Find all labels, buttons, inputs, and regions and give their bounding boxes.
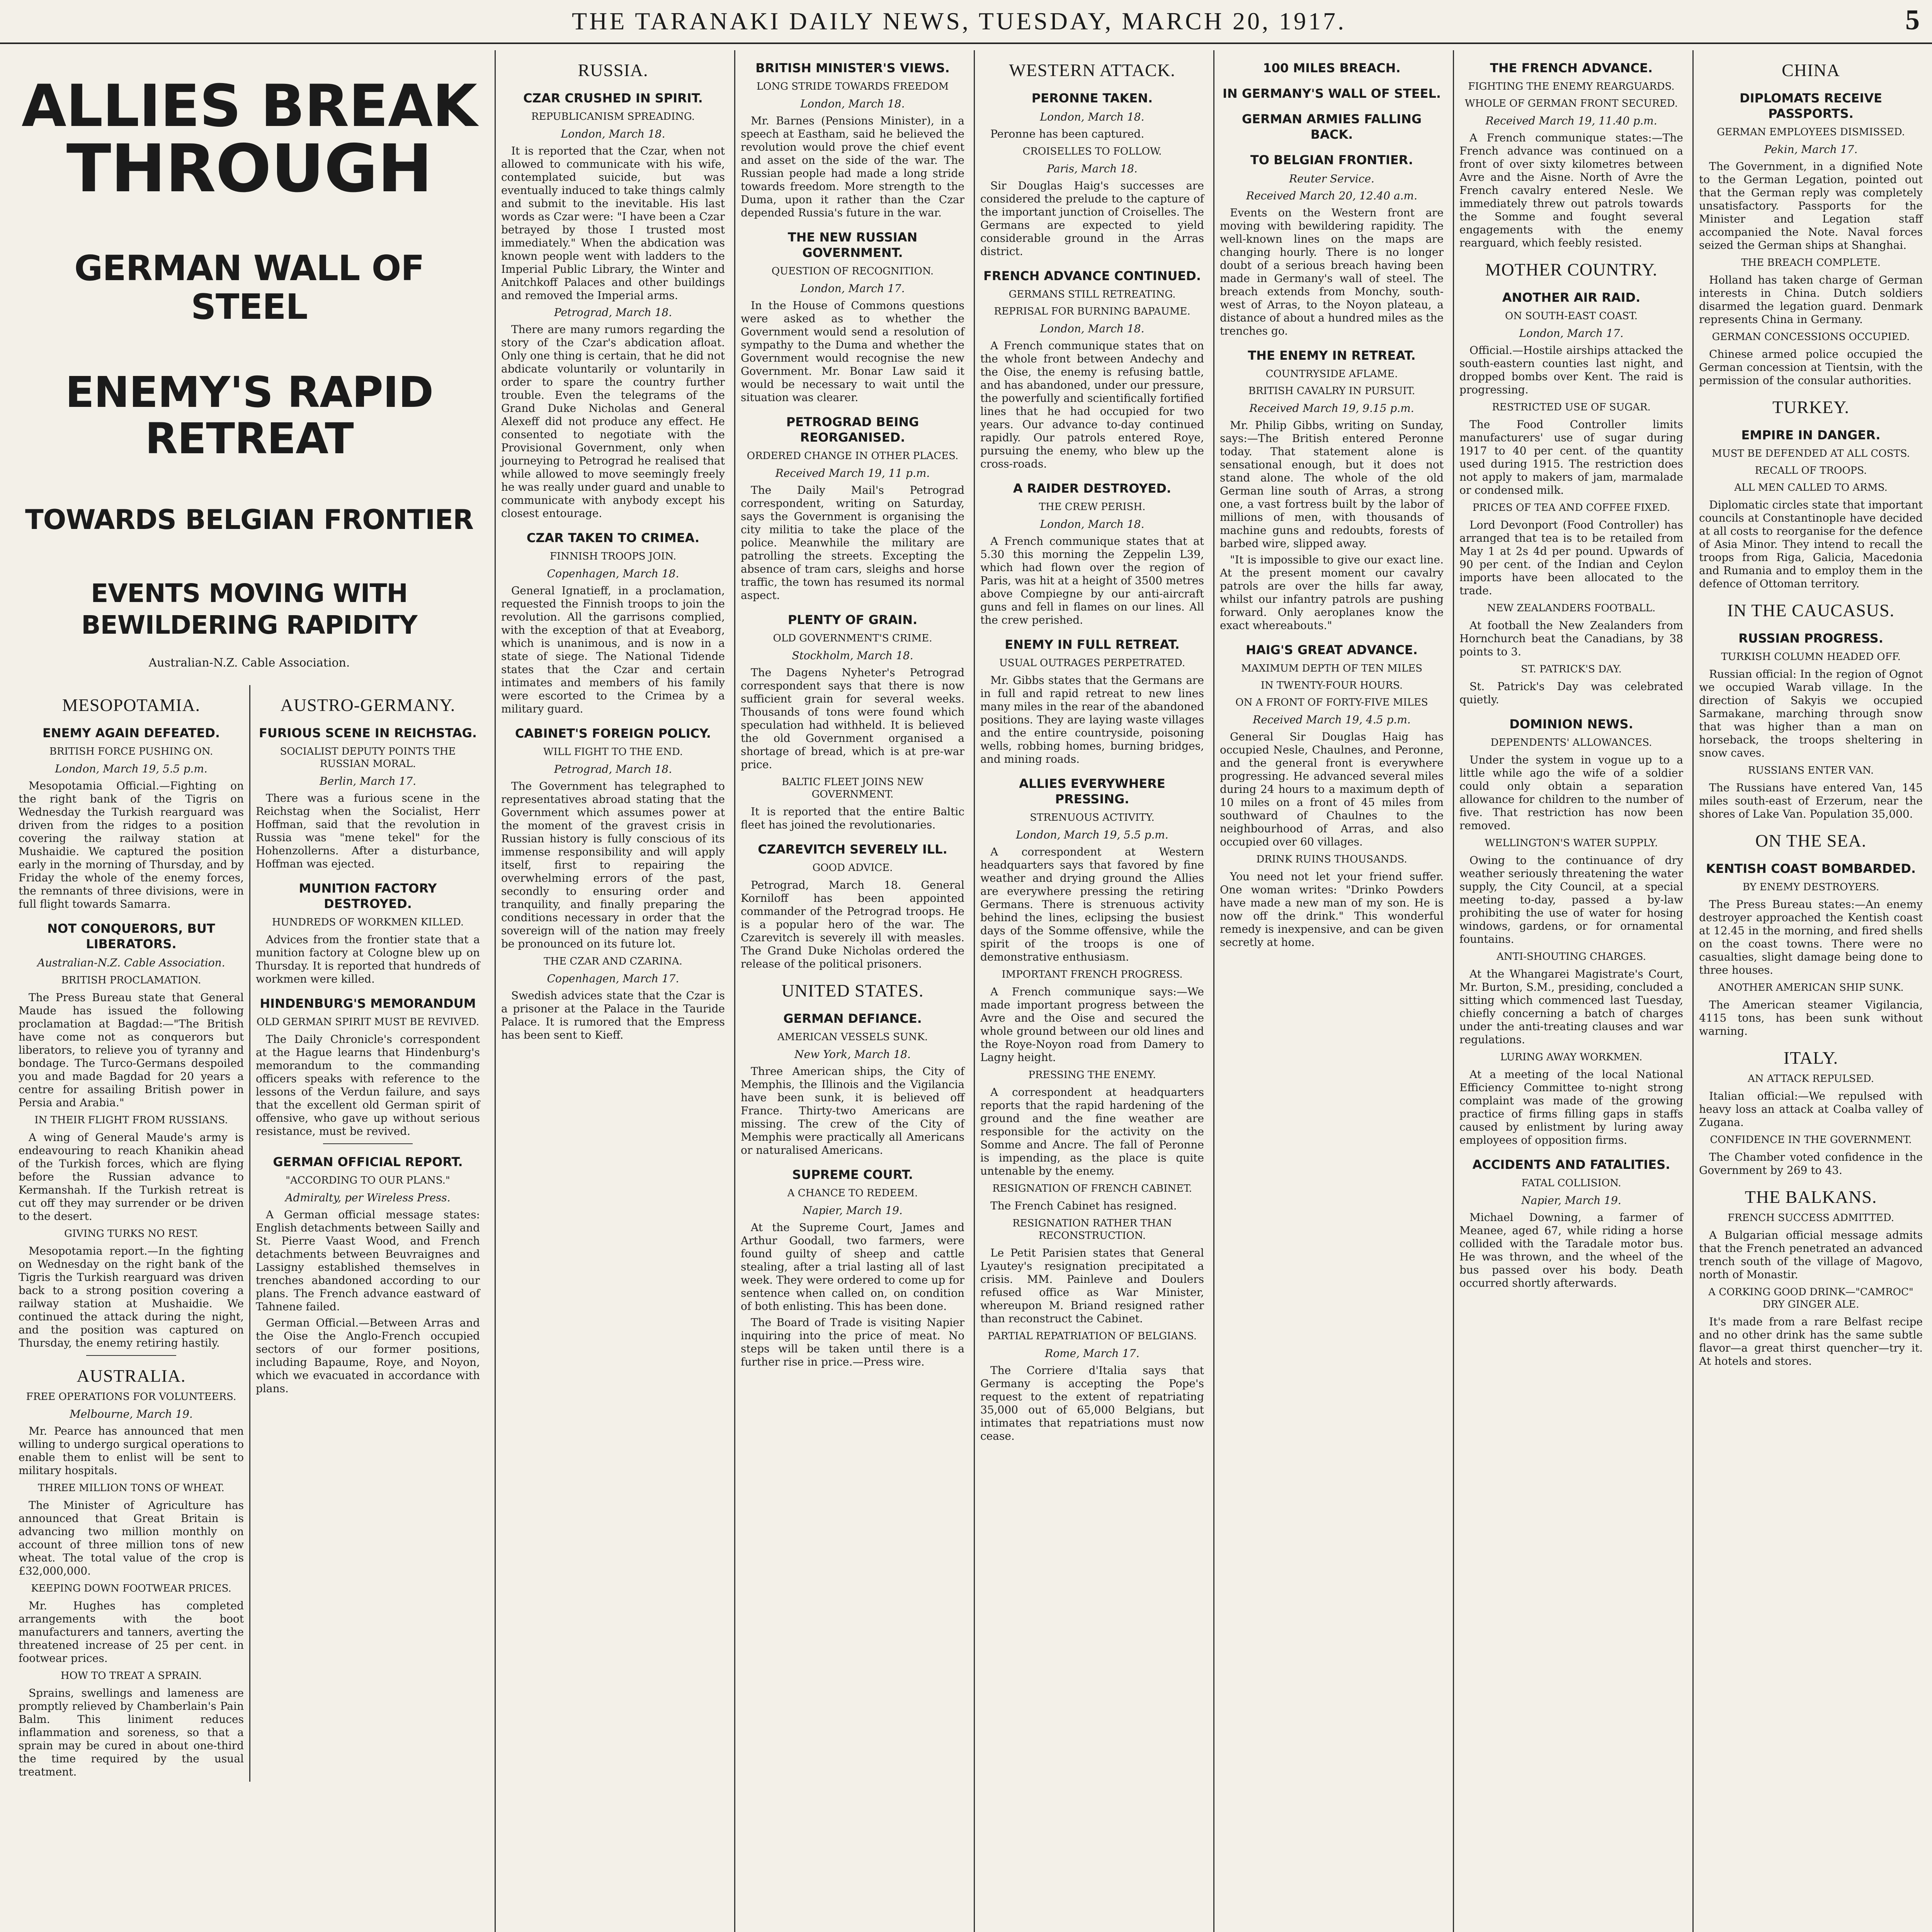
dateline: Paris, March 18. bbox=[1047, 162, 1138, 175]
article-subhead: RUSSIAN PROGRESS. bbox=[1738, 631, 1883, 646]
dateline: London, March 18. bbox=[1040, 322, 1145, 335]
page-number: 5 bbox=[1905, 4, 1920, 36]
article-subhead: OLD GOVERNMENT'S CRIME. bbox=[773, 633, 932, 644]
dateline: New York, March 18. bbox=[794, 1048, 911, 1061]
western-attack-heading: WESTERN ATTACK. bbox=[1009, 60, 1175, 80]
article-subhead: MUNITION FACTORY DESTROYED. bbox=[299, 881, 437, 911]
article-text: The Chamber voted confidence in the Government by 269 to 43. bbox=[1699, 1151, 1923, 1177]
article-subhead: ST. PATRICK'S DAY. bbox=[1521, 663, 1622, 675]
dateline: Admiralty, per Wireless Press. bbox=[285, 1191, 451, 1204]
article-text: It is reported that the Czar, when not allowed to communicate with his wife, contemplated suicide, but was eventually induced to take things calmly and submit to the inevitable. His last words as Czar were: "I have been a Czar betrayed by those I trusted most immediately." When the abdication was known people went with ladders to the Imperial Public Library, the Winter and Anitchkoff Palaces and other buildings and removed the Imperial arms. bbox=[501, 145, 725, 302]
article-heading: THE FRENCH ADVANCE. bbox=[1490, 61, 1653, 75]
article-subhead: THE BREACH COMPLETE. bbox=[1741, 257, 1881, 269]
article-subhead: USUAL OUTRAGES PERPETRATED. bbox=[999, 657, 1185, 669]
article-subhead: FATAL COLLISION. bbox=[1521, 1177, 1621, 1189]
article-text: At the Supreme Court, James and Arthur Goodall, two farmers, were found guilty of sheep and cattle stealing, after a trial lasting all of last week. They were ordered to come up for sentence when called on, on condition of both enlisting. This has been done. bbox=[741, 1221, 964, 1313]
article-text: The Minister of Agriculture has announced that Great Britain is advancing two million monthly on account of three million tons of new wheat. The total value of the crop is £32,000,000. bbox=[19, 1499, 244, 1577]
article-text: A French communique states that at 5.30 this morning the Zeppelin L39, which had flown over the region of Paris, was hit at a height of 3500 metres above Compiegne by our anti-aircraft guns and fell in flames on our lines. All the crew perished. bbox=[980, 535, 1204, 626]
credit-line: Australian-N.Z. Cable Association. bbox=[37, 956, 225, 969]
article-subhead: IMPORTANT FRENCH PROGRESS. bbox=[1002, 969, 1183, 980]
australia-heading: AUSTRALIA. bbox=[77, 1366, 186, 1386]
article-text: Owing to the continuance of dry weather seriously threatening the water supply, the City Council, at a special meeting to-day, passed a by-law prohibiting the use of water for hosing windows, gardens, or for ornamental fountains. bbox=[1459, 854, 1683, 946]
article-text: The Daily Mail's Petrograd correspondent, writing on Saturday, says the Government is organising the city militia to take the place of the police. Meanwhile the military are patrolling the streets. Excepting the absence of tram cars, sleighs and horse traffic, the town has resumed its normal aspect. bbox=[741, 484, 964, 602]
article-subhead: GERMAN DEFIANCE. bbox=[783, 1011, 922, 1026]
article-subhead: RESIGNATION RATHER THAN RECONSTRUCTION. bbox=[1012, 1218, 1172, 1242]
mesopotamia-section bbox=[13, 685, 249, 1782]
article-subhead: BALTIC FLEET JOINS NEW GOVERNMENT. bbox=[782, 776, 923, 800]
dateline: Napier, March 19. bbox=[1521, 1194, 1621, 1207]
article-text: Sir Douglas Haig's successes are considered the prelude to the capture of the important junction of Croiselles. The Germans are expected to yield considerable ground in the Arras district. bbox=[980, 179, 1204, 258]
article-text: Mr. Philip Gibbs, writing on Sunday, says:—The British entered Peronne today. That statement alone is sensational enough, but it does not stand alone. The whole of the old German line south of Arras, a strong one, a vast fortress built by the labor of millions of men, with thousands of machine guns and redoubts, forests of barbed wire, slipped away. bbox=[1220, 419, 1444, 550]
article-subhead: BRITISH PROCLAMATION. bbox=[61, 975, 201, 986]
article-subhead: THE ENEMY IN RETREAT. bbox=[1248, 348, 1416, 363]
article-heading: 100 MILES BREACH. bbox=[1263, 61, 1401, 75]
banner-line-3: GERMAN WALL OF STEEL bbox=[74, 248, 424, 327]
dateline: London, March 18. bbox=[800, 97, 905, 110]
article-text: Sprains, swellings and lameness are promptly relieved by Chamberlain's Pain Balm. This liniment reduces inflammation and soreness, so that a sprain may be cured in about one-third the time required by the usual treatment. bbox=[19, 1687, 244, 1778]
austro-germany-heading: AUSTRO-GERMANY. bbox=[280, 695, 456, 715]
article-text: A German official message states: English detachments between Sailly and St. Pierre Vaast Wood, and French detachments between Beuvraignes and Lassigny established themselves in trenches abandoned according to our plans. The French advance eastward of Tahnene failed. bbox=[256, 1208, 480, 1313]
article-text: The Russians have entered Van, 145 miles south-east of Erzerum, near the shores of Lake Van. Population 35,000. bbox=[1699, 781, 1923, 820]
banner-credit: Australian-N.Z. Cable Association. bbox=[148, 656, 350, 670]
article-subhead: EMPIRE IN DANGER. bbox=[1741, 428, 1881, 442]
article-subhead: LONG STRIDE TOWARDS FREEDOM bbox=[756, 81, 949, 92]
article-subhead: ON SOUTH-EAST COAST. bbox=[1505, 310, 1638, 322]
article-subhead: CZAR TAKEN TO CRIMEA. bbox=[526, 531, 700, 545]
dateline: Received March 19, 11.40 p.m. bbox=[1485, 114, 1657, 127]
banner-line-2: THROUGH bbox=[66, 131, 432, 207]
article-subhead: BRITISH FORCE PUSHING ON. bbox=[49, 746, 213, 757]
dateline: Berlin, March 17. bbox=[319, 775, 417, 787]
divider bbox=[86, 1355, 176, 1356]
article-text: There was a furious scene in the Reichstag when the Socialist, Herr Hoffman, said that the revolution in Russia was "mene tekel" for the Hohenzollerns. After a disturbance, Hoffman was ejected. bbox=[256, 792, 480, 870]
credit-line: Reuter Service. bbox=[1289, 172, 1374, 185]
article-subhead: WELLINGTON'S WATER SUPPLY. bbox=[1485, 837, 1658, 849]
article-subhead: HAIG'S GREAT ADVANCE. bbox=[1246, 643, 1418, 657]
german-report-heading: GERMAN OFFICIAL REPORT. bbox=[273, 1155, 463, 1169]
article-subhead: DIPLOMATS RECEIVE PASSPORTS. bbox=[1740, 91, 1882, 121]
french-advance-column bbox=[1453, 50, 1689, 1932]
article-heading: BRITISH MINISTER'S VIEWS. bbox=[755, 61, 950, 75]
article-text: Mr. Barnes (Pensions Minister), in a speech at Eastham, said he believed the revolution would prove the chief event and asset on the side of the war. The Russian people had made a long stride towards freedom. More strength to the Duma, upon it rather than the Czar depended Russia's future in the war. bbox=[741, 114, 964, 219]
article-subhead: MAXIMUM DEPTH OF TEN MILES bbox=[1241, 663, 1423, 674]
dateline: Received March 20, 12.40 a.m. bbox=[1246, 189, 1417, 202]
article-subhead: STRENUOUS ACTIVITY. bbox=[1030, 812, 1155, 823]
article-text: Chinese armed police occupied the German concession at Tientsin, with the permission of the consular authorities. bbox=[1699, 348, 1923, 387]
article-subhead: FRENCH SUCCESS ADMITTED. bbox=[1728, 1212, 1894, 1224]
article-text: The Dagens Nyheter's Petrograd correspondent says that there is now sufficient grain for several weeks. Thousands of tons were found which speculation had withheld. It is believed the old Government organised a shortage of bread, which is at pre-war price. bbox=[741, 666, 964, 771]
article-text: In the House of Commons questions were asked as to whether the Government would send a resolution of sympathy to the Duma and whether the Government would recognise the new Government. Mr. Bonar Law said it would be necessary to wait until the situation was clearer. bbox=[741, 299, 964, 404]
article-subhead: A RAIDER DESTROYED. bbox=[1013, 481, 1172, 496]
article-text: Diplomatic circles state that important councils at Constantinople have decided at all costs to reorganise for the defence of Asia Minor. They intend to recall the troops from Riga, Galicia, Macedonia and Rumania and to employ them in the defence of Ottoman territory. bbox=[1699, 498, 1923, 590]
article-text: At the Whangarei Magistrate's Court, Mr. Burton, S.M., presiding, concluded a sitting which commenced last Tuesday, chiefly concerning a batch of charges under the anti-treating clauses and war regulations. bbox=[1459, 968, 1683, 1046]
article-text: The Government, in a dignified Note to the German Legation, pointed out that the German reply was completely unsatisfactory. Passports for the Minister and Legation staff accompanied the Note. Naval forces seized the German ships at Shanghai. bbox=[1699, 160, 1923, 252]
dateline: Stockholm, March 18. bbox=[792, 649, 913, 662]
article-text: Swedish advices state that the Czar is a prisoner at the Palace in the Tauride Palace. It is rumored that the Empress has been sent to Kieff. bbox=[501, 989, 725, 1041]
dateline: Copenhagen, March 18. bbox=[547, 567, 679, 580]
article-text: A correspondent at Western headquarters says that favored by fine weather and drying ground the Allies are everywhere pressing the retiring Germans. There is strenuous activity behind the lines, eclipsing the busiest days of the Somme offensive, while the spirit of the troops is one of demonstrative enthusiasm. bbox=[980, 845, 1204, 963]
mother-country-heading: MOTHER COUNTRY. bbox=[1485, 260, 1658, 279]
article-subhead: RESIGNATION OF FRENCH CABINET. bbox=[992, 1183, 1192, 1194]
article-subhead: FREE OPERATIONS FOR VOLUNTEERS. bbox=[26, 1391, 236, 1403]
article-subhead: TO BELGIAN FRONTIER. bbox=[1250, 153, 1413, 167]
article-subhead: THE NEW RUSSIAN GOVERNMENT. bbox=[787, 230, 918, 260]
article-text: A French communique states:—The French advance was continued on a front of over sixty kilometres between Avre and the Aisne. North of Avre the French cavalry entered Nesle. We immediately threw out patrols towards the Somme and fought several engagements with the enemy rearguard, which feebly resisted. bbox=[1459, 131, 1683, 249]
lead-column bbox=[8, 50, 491, 1932]
article-subhead: REPUBLICANISM SPREADING. bbox=[531, 111, 695, 122]
article-subhead: ENEMY IN FULL RETREAT. bbox=[1005, 637, 1180, 652]
article-subhead: HUNDREDS OF WORKMEN KILLED. bbox=[272, 917, 464, 928]
article-subhead: THREE MILLION TONS OF WHEAT. bbox=[38, 1482, 224, 1494]
dateline: London, March 17. bbox=[1519, 327, 1624, 340]
article-subhead: NEW ZEALANDERS FOOTBALL. bbox=[1487, 602, 1656, 614]
masthead bbox=[0, 0, 1932, 44]
article-subhead: WILL FIGHT TO THE END. bbox=[543, 746, 683, 758]
article-subhead: BRITISH CAVALRY IN PURSUIT. bbox=[1248, 385, 1415, 397]
masthead-title: THE TARANAKI DAILY NEWS, TUESDAY, MARCH 20, 1917. bbox=[572, 7, 1346, 35]
mesopotamia-heading: MESOPOTAMIA. bbox=[62, 695, 201, 715]
on-the-sea-heading: ON THE SEA. bbox=[1755, 831, 1867, 850]
dateline: Copenhagen, March 17. bbox=[547, 972, 679, 985]
dateline: Napier, March 19. bbox=[803, 1204, 903, 1217]
italy-heading: ITALY. bbox=[1783, 1048, 1838, 1068]
article-subhead: CZAREVITCH SEVERELY ILL. bbox=[758, 842, 947, 857]
article-subhead: GIVING TURKS NO REST. bbox=[64, 1228, 198, 1240]
article-subhead: DRINK RUINS THOUSANDS. bbox=[1256, 854, 1407, 865]
article-subhead: AMERICAN VESSELS SUNK. bbox=[777, 1031, 928, 1043]
article-text: The American steamer Vigilancia, 4115 tons, has been sunk without warning. bbox=[1699, 998, 1923, 1037]
article-subhead: PLENTY OF GRAIN. bbox=[787, 612, 918, 627]
dateline: London, March 19, 5.5 p.m. bbox=[1016, 828, 1168, 841]
article-subhead: SUPREME COURT. bbox=[792, 1167, 913, 1182]
article-subhead: ORDERED CHANGE IN OTHER PLACES. bbox=[747, 450, 959, 462]
article-text: You need not let your friend suffer. One woman writes: "Drinko Powders have made a new man of my son. He is now off the drink." This wonderful remedy is inexpensive, and can be given secretly at home. bbox=[1220, 870, 1444, 949]
article-subhead: FINNISH TROOPS JOIN. bbox=[549, 551, 677, 562]
article-subhead: BY ENEMY DESTROYERS. bbox=[1742, 881, 1879, 893]
advertisement-heading: A CORKING GOOD DRINK—"CAMROC" DRY GINGER ALE. bbox=[1708, 1286, 1913, 1310]
article-text: At a meeting of the local National Efficiency Committee to-night strong complaint was made of the growing practice of firms filling gaps in staffs caused by enlistment by luring away employees of opposition firms. bbox=[1459, 1068, 1683, 1146]
article-text: A wing of General Maude's army is endeavouring to reach Khanikin ahead of the Turkish forces, which are flying before the Russian advance to Kermanshah. If the Turkish retreat is cut off they may surrender or be driven to the desert. bbox=[19, 1131, 244, 1223]
article-text: "It is impossible to give our exact line. At the present moment our cavalry patrols are over the hills far away, whilst our infantry patrols are pushing forward. Only aeroplanes know the exact whereabouts." bbox=[1220, 553, 1444, 632]
banner-line-6: EVENTS MOVING WITH BEWILDERING RAPIDITY bbox=[81, 578, 417, 640]
article-subhead: FRENCH ADVANCE CONTINUED. bbox=[983, 269, 1201, 283]
article-subhead: GERMANS STILL RETREATING. bbox=[1009, 289, 1176, 300]
article-subhead: GOOD ADVICE. bbox=[812, 862, 893, 874]
article-subhead: WHOLE OF GERMAN FRONT SECURED. bbox=[1464, 98, 1678, 109]
article-text: Mr. Hughes has completed arrangements with the boot manufacturers and tanners, averting the threatened increase of 25 per cent. in footwear prices. bbox=[19, 1599, 244, 1665]
article-subhead: RESTRICTED USE OF SUGAR. bbox=[1492, 401, 1651, 413]
dominion-news-heading: DOMINION NEWS. bbox=[1509, 717, 1633, 731]
article-subhead: RECALL OF TROOPS. bbox=[1755, 465, 1867, 476]
article-subhead: GERMAN ARMIES FALLING BACK. bbox=[1242, 112, 1422, 142]
article-subhead: KEEPING DOWN FOOTWEAR PRICES. bbox=[31, 1583, 231, 1594]
article-text: Michael Downing, a farmer of Meanee, aged 67, while riding a horse collided with the Taradale motor bus. He was thrown, and the wheel of the bus passed over his body. Death occurred shortly afterwards. bbox=[1459, 1211, 1683, 1289]
turkey-heading: TURKEY. bbox=[1772, 397, 1850, 417]
dateline: London, March 18. bbox=[1040, 518, 1145, 531]
article-subhead: CONFIDENCE IN THE GOVERNMENT. bbox=[1710, 1134, 1912, 1146]
article-text: Official.—Hostile airships attacked the south-eastern counties last night, and dropped bombs over Kent. The raid is progressing. bbox=[1459, 344, 1683, 396]
article-text: The Board of Trade is visiting Napier inquiring into the price of meat. No steps will be taken until there is a further rise in price.—Press wire. bbox=[741, 1316, 964, 1368]
article-subhead: HOW TO TREAT A SPRAIN. bbox=[60, 1670, 202, 1682]
united-states-heading: UNITED STATES. bbox=[781, 981, 924, 1000]
article-subhead: CROISELLES TO FOLLOW. bbox=[1022, 146, 1162, 157]
austro-germany-section bbox=[249, 685, 485, 1782]
dateline: Rome, March 17. bbox=[1045, 1347, 1139, 1360]
article-subhead: PERONNE TAKEN. bbox=[1031, 91, 1153, 105]
article-text: The Food Controller limits manufacturers' use of sugar during 1917 to 40 per cent. of the quantity used during 1915. The restriction does not apply to makers of jam, marmalade or condensed milk. bbox=[1459, 418, 1683, 497]
article-text: Peronne has been captured. bbox=[990, 128, 1145, 140]
caucasus-heading: IN THE CAUCASUS. bbox=[1727, 600, 1895, 620]
article-subhead: THE CREW PERISH. bbox=[1039, 501, 1146, 513]
article-subhead: PRICES OF TEA AND COFFEE FIXED. bbox=[1472, 502, 1670, 514]
article-text: St. Patrick's Day was celebrated quietly. bbox=[1459, 680, 1683, 706]
article-subhead: PETROGRAD BEING REORGANISED. bbox=[786, 415, 919, 445]
article-subhead: CABINET'S FOREIGN POLICY. bbox=[515, 726, 711, 741]
article-text: Russian official: In the region of Ognot we occupied Warab village. In the direction of Sakyis we occupied Sarmakane, marching through snow that was higher than a man on horseback, the troops sheltering in snow caves. bbox=[1699, 668, 1923, 759]
article-text: Mesopotamia report.—In the fighting on Wednesday on the right bank of the Tigris the Turkish rearguard was driven back to a strong position covering a railway station at Mushaidie. We continued the attack during the night, and the position was captured on Thursday, the enemy retiring hastily. bbox=[19, 1245, 244, 1349]
article-text: Italian official:—We repulsed with heavy loss an attack at Coalba valley of Zugana. bbox=[1699, 1090, 1923, 1129]
dateline: Melbourne, March 19. bbox=[70, 1408, 193, 1420]
dateline: London, March 19, 5.5 p.m. bbox=[55, 762, 207, 775]
british-minister-column bbox=[734, 50, 970, 1932]
article-subhead: ALLIES EVERYWHERE PRESSING. bbox=[1019, 776, 1165, 806]
article-subhead: DEPENDENTS' ALLOWANCES. bbox=[1490, 737, 1652, 748]
dateline: Petrograd, March 18. bbox=[554, 306, 672, 319]
article-subhead: IN TWENTY-FOUR HOURS. bbox=[1260, 680, 1403, 691]
article-subhead: A CHANCE TO REDEEM. bbox=[787, 1187, 918, 1199]
article-subhead: MUST BE DEFENDED AT ALL COSTS. bbox=[1712, 448, 1910, 459]
russia-column bbox=[495, 50, 730, 1932]
russia-heading: RUSSIA. bbox=[578, 60, 648, 80]
banner-line-1: ALLIES BREAK bbox=[21, 73, 477, 140]
accidents-heading: ACCIDENTS AND FATALITIES. bbox=[1472, 1157, 1670, 1172]
article-subhead: ANOTHER AIR RAID. bbox=[1502, 290, 1641, 305]
article-subhead: THE CZAR AND CZARINA. bbox=[544, 956, 682, 967]
article-text: Three American ships, the City of Memphis, the Illinois and the Vigilancia have been sunk, it is believed off France. Thirty-two Americans are missing. The crew of the City of Memphis were practically all Americans or naturalised Americans. bbox=[741, 1065, 964, 1156]
dateline: Received March 19, 11 p.m. bbox=[775, 467, 930, 480]
china-column bbox=[1692, 50, 1928, 1932]
dateline: Received March 19, 4.5 p.m. bbox=[1253, 713, 1411, 726]
article-subhead: QUESTION OF RECOGNITION. bbox=[771, 265, 934, 277]
article-text: Events on the Western front are moving with bewildering rapidity. The well-known lines on the maps are changing hourly. There is no longer doubt of a serious breach having been made in Germany's wall of steel. The breach extends from Monchy, south-west of Arras, to the Noyon plateau, a distance of about a hundred miles as the trenches go. bbox=[1220, 206, 1444, 337]
article-text: The Corriere d'Italia says that Germany is accepting the Pope's request to the extent of repatriating 35,000 out of 65,000 Belgians, but intimates that repatriations must now cease. bbox=[980, 1364, 1204, 1442]
article-subhead: ANOTHER AMERICAN SHIP SUNK. bbox=[1718, 982, 1904, 993]
dateline: Petrograd, March 18. bbox=[554, 763, 672, 776]
article-subhead: AN ATTACK REPULSED. bbox=[1748, 1073, 1874, 1085]
western-attack-column bbox=[974, 50, 1209, 1932]
article-subhead: COUNTRYSIDE AFLAME. bbox=[1265, 368, 1398, 380]
article-subhead: ENEMY AGAIN DEFEATED. bbox=[42, 726, 220, 740]
article-text: Under the system in vogue up to a little while ago the wife of a soldier could only obtain a separation allowance for children to the number of five. That restriction has now been removed. bbox=[1459, 753, 1683, 832]
article-subhead: SOCIALIST DEPUTY POINTS THE RUSSIAN MORAL. bbox=[280, 746, 456, 770]
article-text: Le Petit Parisien states that General Lyautey's resignation precipitated a crisis. MM. Painleve and Doulers refused office as War Minister, whereupon M. Briand resigned rather than reconstruct the Cabinet. bbox=[980, 1247, 1204, 1325]
article-text: Holland has taken charge of German interests in China. Dutch soldiers disarmed the legation guard. Denmark represents China in Germany. bbox=[1699, 274, 1923, 326]
article-text: A French communique states that on the whole front between Andechy and the Oise, the enemy is refusing battle, and has abandoned, under our pressure, the powerfully and scientifically fortified lines that he had occupied for two years. Our advance to-day continued rapidly. Our patrols entered Roye, pursuing the enemy, who blew up the cross-roads. bbox=[980, 339, 1204, 470]
article-text: A correspondent at headquarters reports that the rapid hardening of the ground and the fine weather are responsible for the activity on the Somme and Ancre. The fall of Peronne is impending, as the place is quite untenable by the enemy. bbox=[980, 1086, 1204, 1177]
breach-column bbox=[1213, 50, 1449, 1932]
article-subhead: FURIOUS SCENE IN REICHSTAG. bbox=[259, 726, 477, 740]
article-text: A French communique says:—We made important progress between the Avre and the Oise and secured the whole ground between our old lines and the Roye-Noyon road from Damery to Lagny height. bbox=[980, 985, 1204, 1064]
article-subhead: HINDENBURG'S MEMORANDUM bbox=[260, 996, 476, 1011]
dateline: Received March 19, 9.15 p.m. bbox=[1249, 402, 1414, 415]
article-text: General Ignatieff, in a proclamation, requested the Finnish troops to join the revolution. All the garrisons complied, with the exception of that at Eveaborg, which is unanimous, and is now in a state of siege. The National Tidende states that the Czar and certain intimates and members of his family were escorted to the Crimea by a military guard. bbox=[501, 584, 725, 715]
banner-line-5: TOWARDS BELGIAN FRONTIER bbox=[25, 504, 474, 536]
article-text: Lord Devonport (Food Controller) has arranged that tea is to be retailed from May 1 at 2s 4d per pound. Upwards of 90 per cent. of the Indian and Ceylon imports have been allocated to the trade. bbox=[1459, 519, 1683, 597]
article-text: German Official.—Between Arras and the Oise the Anglo-French occupied sectors of our former positions, including Bapaume, Roye, and Noyon, which we evacuated in accordance with plans. bbox=[256, 1316, 480, 1395]
article-subhead: FIGHTING THE ENEMY REARGUARDS. bbox=[1468, 81, 1675, 92]
article-text: The Press Bureau state that General Maude has issued the following proclamation at Bagdad:—"The British have come not as conquerors but liberators, to relieve you of tyranny and bondage. The Turco-Germans despoiled you and made Bagdad for 20 years a centre for assailing British power in Persia and Arabia." bbox=[19, 991, 244, 1109]
article-subhead: "ACCORDING TO OUR PLANS." bbox=[286, 1175, 450, 1186]
advertisement-text: It's made from a rare Belfast recipe and no other drink has the same subtle flavor—a great thirst quencher—try it. At hotels and stores. bbox=[1699, 1315, 1923, 1367]
article-text: The Daily Chronicle's correspondent at the Hague learns that Hindenburg's memorandum to the commanding officers speaks with reference to the lessons of the Verdun failure, and says that the excellent old German spirit of offensive, who gave up without serious resistance, must be revived. bbox=[256, 1033, 480, 1138]
article-subhead: KENTISH COAST BOMBARDED. bbox=[1706, 861, 1916, 876]
article-subhead: RUSSIANS ENTER VAN. bbox=[1748, 765, 1874, 776]
article-subhead: NOT CONQUERORS, BUT LIBERATORS. bbox=[47, 921, 215, 951]
article-subhead: IN THEIR FLIGHT FROM RUSSIANS. bbox=[34, 1114, 228, 1126]
article-subhead: OLD GERMAN SPIRIT MUST BE REVIVED. bbox=[256, 1016, 480, 1028]
article-text: Mr. Pearce has announced that men willing to undergo surgical operations to enable them to enlist will be sent to military hospitals. bbox=[19, 1425, 244, 1477]
balkans-heading: THE BALKANS. bbox=[1745, 1187, 1877, 1207]
article-text: The French Cabinet has resigned. bbox=[990, 1199, 1177, 1212]
article-text: The Government has telegraphed to representatives abroad stating that the Government which assumes power at the moment of the gravest crisis in Russian history is fully conscious of its immense responsibility and will apply itself, first to repairing the overwhelming errors of the past, secondly to ensuring order and tranquility, and finally preparing the conditions necessary in order that the sovereign will of the nation may freely be pronounced on its future lot. bbox=[501, 780, 725, 950]
dateline: London, March 18. bbox=[1040, 111, 1145, 123]
article-text: It is reported that the entire Baltic fleet has joined the revolutionaries. bbox=[741, 805, 964, 831]
article-text: Petrograd, March 18. General Korniloff has been appointed commander of the Petrograd troops. He is a popular hero of the war. The Czarevitch is severely ill with measles. The Grand Duke Nicholas ordered the release of the political prisoners. bbox=[741, 879, 964, 970]
china-heading: CHINA bbox=[1782, 60, 1840, 80]
divider bbox=[323, 1143, 413, 1144]
article-subhead: ALL MEN CALLED TO ARMS. bbox=[1734, 482, 1888, 493]
article-text: A Bulgarian official message admits that the French penetrated an advanced trench south of the village of Magovo, north of Monastir. bbox=[1699, 1229, 1923, 1281]
article-subhead: GERMAN CONCESSIONS OCCUPIED. bbox=[1712, 331, 1910, 343]
article-subhead: IN GERMANY'S WALL OF STEEL. bbox=[1222, 86, 1441, 101]
banner-line-4: ENEMY'S RAPID RETREAT bbox=[65, 367, 434, 463]
article-subhead: PRESSING THE ENEMY. bbox=[1028, 1069, 1156, 1081]
article-subhead: GERMAN EMPLOYEES DISMISSED. bbox=[1717, 126, 1905, 138]
article-text: Advices from the frontier state that a munition factory at Cologne blew up on Thursday. It is reported that hundreds of workmen were killed. bbox=[256, 933, 480, 985]
article-subhead: LURING AWAY WORKMEN. bbox=[1500, 1051, 1643, 1063]
article-text: There are many rumors regarding the story of the Czar's abdication afloat. Only one thing is certain, that he did not abdicate voluntarily or voluntarily in order to spare the country further trouble. Even the telegrams of the Grand Duke Nicholas and General Alexeff did not produce any effect. He consented to negotiate with the Provisional Government, only when journeying to Petrograd he realised that while allowed to move seemingly freely he was really under guard and unable to communicate with anybody except his closest entourage. bbox=[501, 323, 725, 520]
article-text: Mr. Gibbs states that the Germans are in full and rapid retreat to new lines many miles in the rear of the abandoned positions. They are laying waste villages and the entire countryside, poisoning wells, robbing homes, burning bridges, and mining roads. bbox=[980, 674, 1204, 765]
lead-subcolumns bbox=[13, 685, 485, 1782]
article-text: General Sir Douglas Haig has occupied Nesle, Chaulnes, and Peronne, and the general front is everywhere progressing. He advanced several miles during 24 hours to a maximum depth of 10 miles on a front of 45 miles from southward of Chaulnes to the neighbourhood of Arras, and also occupied over 60 villages. bbox=[1220, 730, 1444, 848]
article-subhead: REPRISAL FOR BURNING BAPAUME. bbox=[994, 306, 1190, 317]
article-subhead: CZAR CRUSHED IN SPIRIT. bbox=[523, 91, 703, 105]
dateline: London, March 18. bbox=[561, 128, 665, 140]
dateline: Pekin, March 17. bbox=[1764, 143, 1858, 156]
article-text: At football the New Zealanders from Hornchurch beat the Canadians, by 38 points to 3. bbox=[1459, 619, 1683, 658]
article-subhead: PARTIAL REPATRIATION OF BELGIANS. bbox=[987, 1330, 1197, 1342]
dateline: London, March 17. bbox=[800, 282, 905, 295]
article-subhead: TURKISH COLUMN HEADED OFF. bbox=[1721, 651, 1901, 663]
article-subhead: ON A FRONT OF FORTY-FIVE MILES bbox=[1235, 697, 1428, 708]
article-subhead: ANTI-SHOUTING CHARGES. bbox=[1497, 951, 1646, 963]
article-text: The Press Bureau states:—An enemy destroyer approached the Kentish coast at 12.45 in the morning, and fired shells on the coast towns. There were no casualties, slight damage being done to three houses. bbox=[1699, 898, 1923, 976]
article-text: Mesopotamia Official.—Fighting on the right bank of the Tigris on Wednesday the Turkish rearguard was driven from the ridges to a position covering the railway station at Mushaidie. We captured the position early in the morning of Thursday, and by Friday the whole of the enemy forces, the remnants of three divisions, were in full flight towards Samarra. bbox=[19, 779, 244, 910]
